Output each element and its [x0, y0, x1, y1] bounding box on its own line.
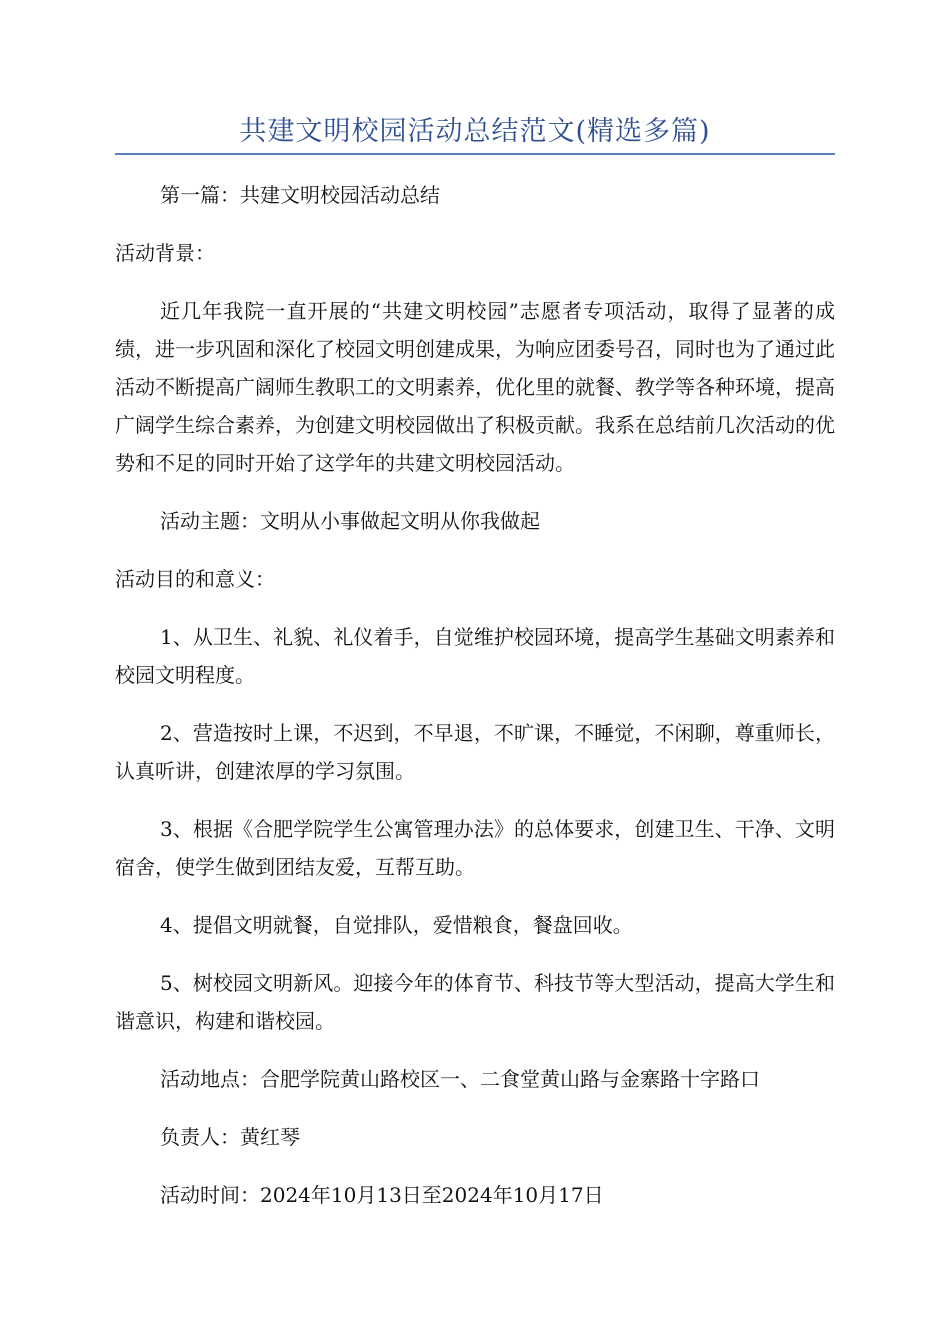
- purpose-item-1: 1、从卫生、礼貌、礼仪着手，自觉维护校园环境，提高学生基础文明素养和校园文明程度。: [115, 625, 835, 687]
- document-title: 共建文明校园活动总结范文(精选多篇): [239, 116, 711, 147]
- purpose-item-5: 5、树校园文明新风。迎接今年的体育节、科技节等大型活动，提高大学生和谐意识，构建和谐校园。: [115, 971, 835, 1033]
- title-underline: [115, 153, 835, 155]
- background-label: 活动背景：: [115, 241, 215, 265]
- location-line: 活动地点：合肥学院黄山路校区一、二食堂黄山路与金寨路十字路口: [160, 1067, 760, 1091]
- purpose-item-4: 4、提倡文明就餐，自觉排队，爱惜粮食，餐盘回收。: [160, 913, 633, 937]
- section-heading: 第一篇：共建文明校园活动总结: [160, 183, 440, 207]
- background-paragraph: 近几年我院一直开展的“共建文明校园”志愿者专项活动，取得了显著的成绩，进一步巩固和深化了校园文明创建成果，为响应团委号召，同时也为了通过此活动不断提高广阔师生教职工的文明素养，优化里的就餐、教学等各种环境，提高广阔学生综合素养，为创建文明校园做出了积极贡献。我系在总结前几次活动的优势和不足的同时开始了这学年的共建文明校园活动。: [115, 299, 835, 475]
- purpose-item-2: 2、营造按时上课，不迟到，不早退，不旷课，不睡觉，不闲聊，尊重师长，认真听讲，创建浓厚的学习氛围。: [115, 721, 835, 783]
- purpose-label: 活动目的和意义：: [115, 567, 275, 591]
- person-in-charge-line: 负责人：黄红琴: [160, 1125, 300, 1149]
- document-body: [115, 176, 835, 1234]
- theme-line: 活动主题：文明从小事做起文明从你我做起: [160, 509, 540, 533]
- activity-time-line: 活动时间：2024年10月13日至2024年10月17日: [160, 1183, 604, 1207]
- purpose-item-3: 3、根据《合肥学院学生公寓管理办法》的总体要求，创建卫生、干净、文明宿舍，使学生做到团结友爱，互帮互助。: [115, 817, 835, 879]
